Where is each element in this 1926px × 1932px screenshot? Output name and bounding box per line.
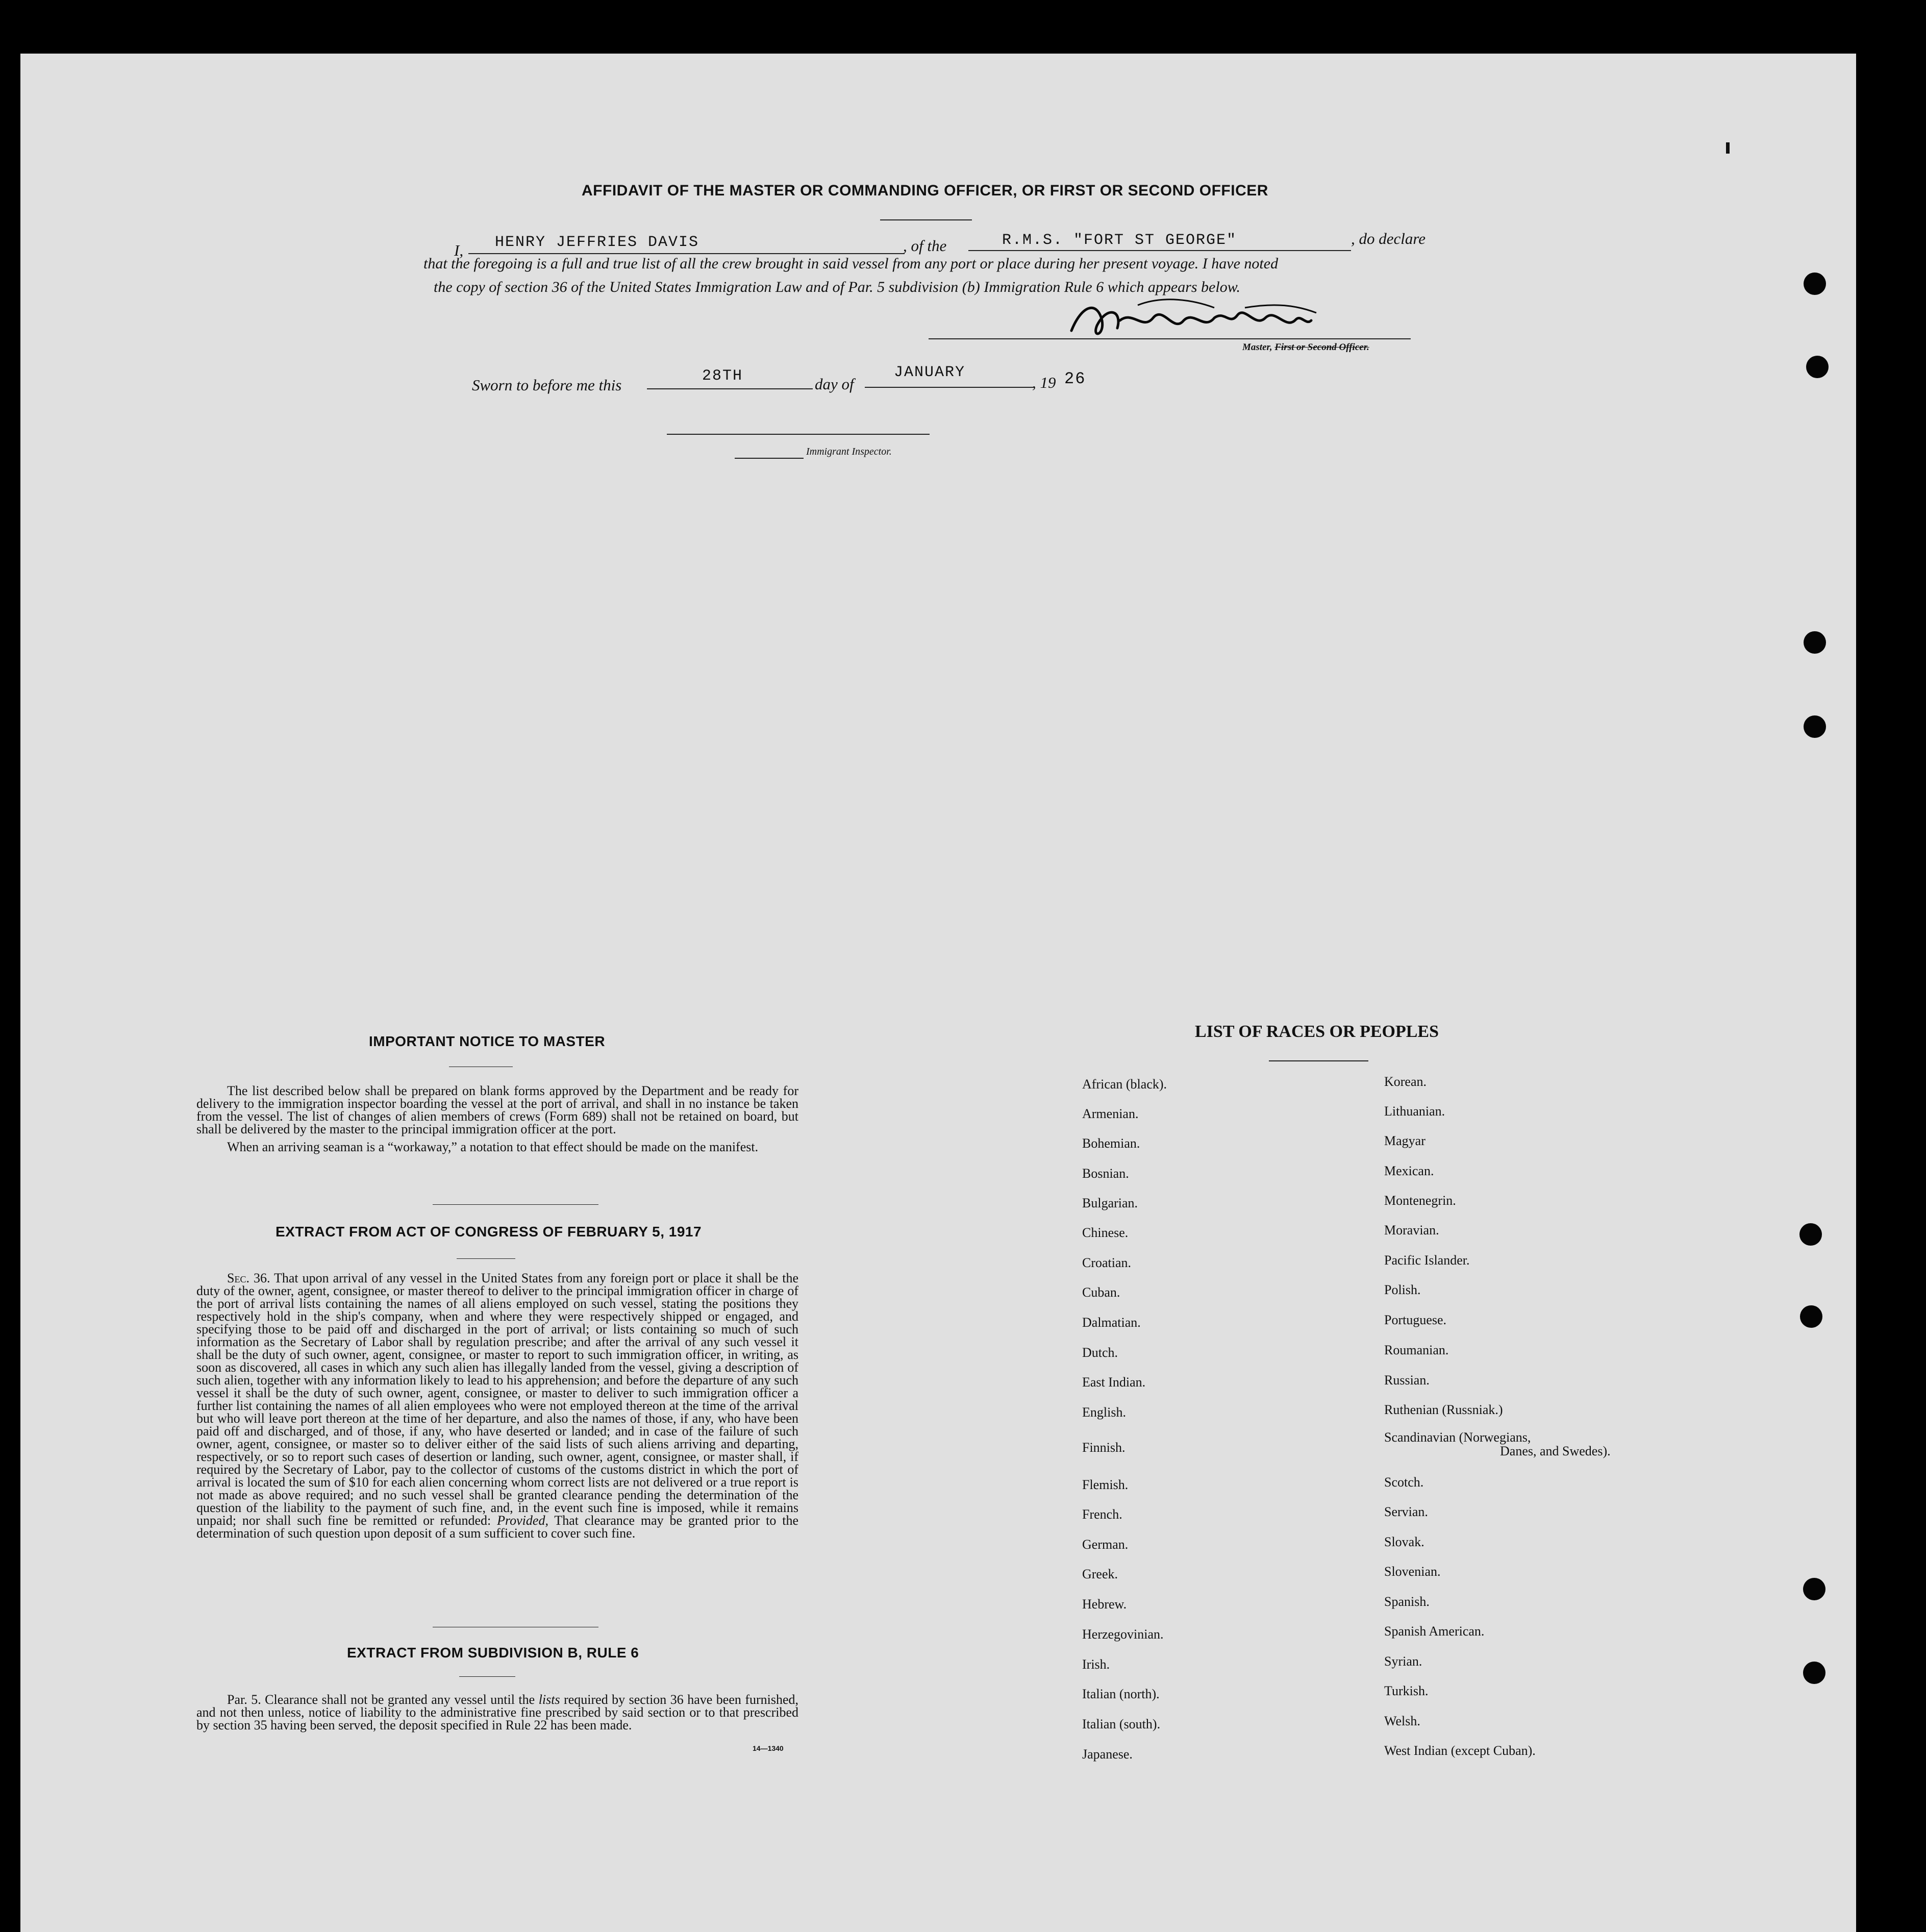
vessel-name-underline bbox=[968, 250, 1351, 251]
act-extract-heading: EXTRACT FROM ACT OF CONGRESS OF FEBRUARY 5, 1917 bbox=[276, 1224, 702, 1240]
race-item: Magyar bbox=[1384, 1133, 1425, 1148]
do-declare-text: , do declare bbox=[1351, 230, 1426, 247]
day-underline bbox=[647, 388, 813, 389]
inspector-caption: Immigrant Inspector. bbox=[806, 446, 892, 457]
lists-word: lists bbox=[538, 1692, 560, 1707]
binder-hole bbox=[1803, 1662, 1825, 1684]
race-item: Italian (south). bbox=[1082, 1717, 1161, 1731]
race-item: Spanish American. bbox=[1384, 1624, 1485, 1639]
race-item: East Indian. bbox=[1082, 1375, 1146, 1390]
corner-mark bbox=[1726, 142, 1730, 154]
race-item: Pacific Islander. bbox=[1384, 1253, 1470, 1268]
race-item: Italian (north). bbox=[1082, 1687, 1160, 1701]
rule-paragraph bbox=[196, 1693, 798, 1731]
race-item: Polish. bbox=[1384, 1282, 1421, 1297]
race-item: Lithuanian. bbox=[1384, 1104, 1445, 1119]
master-name-underline bbox=[468, 253, 905, 254]
divider bbox=[457, 1258, 515, 1259]
race-item: Greek. bbox=[1082, 1567, 1118, 1581]
rule-text: Par. 5. Clearance shall not be granted any vessel until the bbox=[227, 1692, 535, 1707]
binder-hole bbox=[1803, 1578, 1825, 1600]
notice-body bbox=[196, 1084, 798, 1153]
race-item: German. bbox=[1082, 1537, 1129, 1552]
signature-line bbox=[929, 338, 1411, 339]
year-prefix: , 19 bbox=[1032, 374, 1056, 391]
race-item: Welsh. bbox=[1384, 1714, 1420, 1728]
binder-hole bbox=[1806, 356, 1829, 378]
race-item: Flemish. bbox=[1082, 1477, 1129, 1492]
caption-master: Master, bbox=[1242, 342, 1272, 353]
race-item: Syrian. bbox=[1384, 1654, 1422, 1669]
race-item: Danes, and Swedes). bbox=[1500, 1444, 1611, 1458]
race-item: Dutch. bbox=[1082, 1345, 1118, 1360]
race-item: Spanish. bbox=[1384, 1594, 1430, 1609]
race-item: Montenegrin. bbox=[1384, 1193, 1456, 1208]
caption-struck-officer: First or Second Officer. bbox=[1274, 342, 1369, 353]
race-item: Bosnian. bbox=[1082, 1166, 1129, 1181]
race-item: Bohemian. bbox=[1082, 1136, 1140, 1151]
section-text: That upon arrival of any vessel in the United States from any foreign port or place it shall be the duty of the owner, agent, consignee, or master thereof to deliver to the principal immigration officer in charge of the port of arrival lists containing the names of all aliens employed on such vessel, stating the positions they respectively hold in the ship's company, when and where they were respectively shipped or engaged, and specifying those to be paid off and discharged in the port of arrival; or lists containing so much of such information as the Secretary of Labor shall by regulation prescribe; and after the arrival of any such vessel it shall be the duty of such owner, agent, consignee, or master to report to such immigration officer, in writing, as soon as discovered, all cases in which any such alien has illegally landed from the vessel, giving a description of such alien, together with any information likely to lead to his apprehension; and before the departure of any such vessel it shall be the duty of such owner, agent, consignee, or master to deliver to such immigration officer a further list containing the names of all alien employees who were not employed thereon at the time of the arrival but who will leave port thereon at the time of her departure, and also the names of those, if any, who have been paid off and discharged, and of those, if any, who have deserted or landed; and in case of the failure of such owner, agent, consignee, or master so to deliver either of the said lists of such aliens arriving and departing, respectively, or so to report such cases of desertion or landing, such owner, agent, consignee, or master shall, if required by the Secretary of Labor, pay to the collector of customs of the customs district in which the port of arrival is located the sum of $10 for each alien concerning whom correct lists are not delivered or a true report is not made as above required; and no such vessel shall be granted clearance pending the determination of the question of the liability to the payment of such fine, and, in the event such fine is imposed, while it remains unpaid; nor shall such fine be remitted or refunded: bbox=[196, 1271, 799, 1528]
notice-paragraph-2: When an arriving seaman is a “workaway,” a notation to that effect should be made on the manifest. bbox=[227, 1140, 759, 1154]
race-item: Bulgarian. bbox=[1082, 1196, 1138, 1210]
act-section-36-text bbox=[196, 1272, 798, 1540]
race-item: Slovenian. bbox=[1384, 1564, 1441, 1579]
race-item: Portuguese. bbox=[1384, 1312, 1447, 1327]
races-heading: LIST OF RACES OR PEOPLES bbox=[1195, 1022, 1439, 1041]
binder-hole bbox=[1804, 273, 1826, 295]
rule-extract-heading: EXTRACT FROM SUBDIVISION B, RULE 6 bbox=[347, 1645, 639, 1661]
divider bbox=[459, 1676, 515, 1677]
affidavit-line-3: the copy of section 36 of the United States Immigration Law and of Par. 5 subdivision (b) Immigration Rule 6 which appears below. bbox=[434, 279, 1240, 295]
race-item: Russian. bbox=[1384, 1373, 1430, 1388]
notice-heading: IMPORTANT NOTICE TO MASTER bbox=[369, 1033, 606, 1049]
vessel-name-field: R.M.S. "FORT ST GEORGE" bbox=[1002, 232, 1237, 249]
race-item: Irish. bbox=[1082, 1657, 1110, 1672]
month-underline bbox=[865, 387, 1033, 388]
binder-hole bbox=[1800, 1305, 1822, 1328]
race-item: Dalmatian. bbox=[1082, 1315, 1141, 1330]
race-item: Croatian. bbox=[1082, 1255, 1132, 1270]
section-label: Sec. 36. bbox=[227, 1271, 270, 1285]
divider bbox=[433, 1204, 598, 1205]
form-number: 14—1340 bbox=[753, 1744, 784, 1752]
sworn-month-field: JANUARY bbox=[894, 364, 966, 381]
race-item: African (black). bbox=[1082, 1077, 1167, 1092]
binder-hole bbox=[1804, 631, 1826, 654]
race-item: Servian. bbox=[1384, 1504, 1428, 1519]
divider bbox=[1269, 1060, 1368, 1061]
race-item: Korean. bbox=[1384, 1074, 1427, 1089]
race-item: Slovak. bbox=[1384, 1534, 1424, 1549]
race-item: French. bbox=[1082, 1507, 1122, 1522]
race-item: Roumanian. bbox=[1384, 1343, 1449, 1357]
race-item: Herzegovinian. bbox=[1082, 1627, 1164, 1642]
affidavit-line-2: that the foregoing is a full and true list of all the crew brought in said vessel from any port or place during her present voyage. I have noted bbox=[423, 255, 1279, 272]
affidavit-heading: AFFIDAVIT OF THE MASTER OR COMMANDING OFFICER, OR FIRST OR SECOND OFFICER bbox=[582, 182, 1268, 199]
inspector-signature-line bbox=[667, 434, 930, 435]
race-item: Mexican. bbox=[1384, 1163, 1434, 1178]
sworn-day-field: 28TH bbox=[702, 367, 743, 385]
sworn-year-field: 26 bbox=[1064, 369, 1086, 388]
master-name-field: HENRY JEFFRIES DAVIS bbox=[495, 234, 699, 251]
binder-hole bbox=[1804, 715, 1826, 738]
affidavit-pronoun: I, bbox=[454, 241, 464, 259]
notice-paragraph-1: The list described below shall be prepared on blank forms approved by the Department and be ready for delivery to the immigration inspector boarding the vessel at the port of arrival, and shall in no instance be taken from the vessel. The list of changes of alien members of crews (Form 689) shall not be retained on board, but shall be delivered by the master to the principal immigration officer at the port. bbox=[196, 1083, 798, 1136]
section-text-end: That clearance may be granted prior to the determination of such question upon deposit of a sum sufficient to cover such fine. bbox=[196, 1513, 798, 1541]
race-item: Moravian. bbox=[1384, 1223, 1439, 1237]
race-item: English. bbox=[1082, 1405, 1126, 1420]
race-item: Japanese. bbox=[1082, 1747, 1133, 1762]
race-item: Chinese. bbox=[1082, 1225, 1129, 1240]
of-the-text: , of the bbox=[903, 237, 947, 255]
sworn-prefix: Sworn to before me this bbox=[472, 376, 622, 394]
binder-hole bbox=[1799, 1223, 1822, 1246]
race-item: Armenian. bbox=[1082, 1106, 1139, 1121]
race-item: Hebrew. bbox=[1082, 1597, 1127, 1612]
race-item: Turkish. bbox=[1384, 1683, 1429, 1698]
race-item: Scotch. bbox=[1384, 1475, 1424, 1490]
divider bbox=[880, 219, 972, 220]
race-item: Ruthenian (Russniak.) bbox=[1384, 1402, 1503, 1417]
rule-text-end: required by section 36 have been furnished, and not then unless, notice of liability to the administrative fine prescribed by said section or to that prescribed by section 35 having been served, the deposit specified in Rule 22 has been made. bbox=[196, 1692, 799, 1732]
race-item: Finnish. bbox=[1082, 1440, 1125, 1455]
race-item: Scandinavian (Norwegians, bbox=[1384, 1430, 1531, 1445]
provided-word: Provided, bbox=[497, 1513, 548, 1528]
inspector-short-line bbox=[735, 458, 804, 459]
signature-caption bbox=[1242, 342, 1369, 353]
document-page bbox=[20, 54, 1856, 1932]
day-of-text: day of bbox=[815, 375, 854, 393]
race-item: Cuban. bbox=[1082, 1285, 1120, 1300]
race-item: West Indian (except Cuban). bbox=[1384, 1743, 1536, 1758]
